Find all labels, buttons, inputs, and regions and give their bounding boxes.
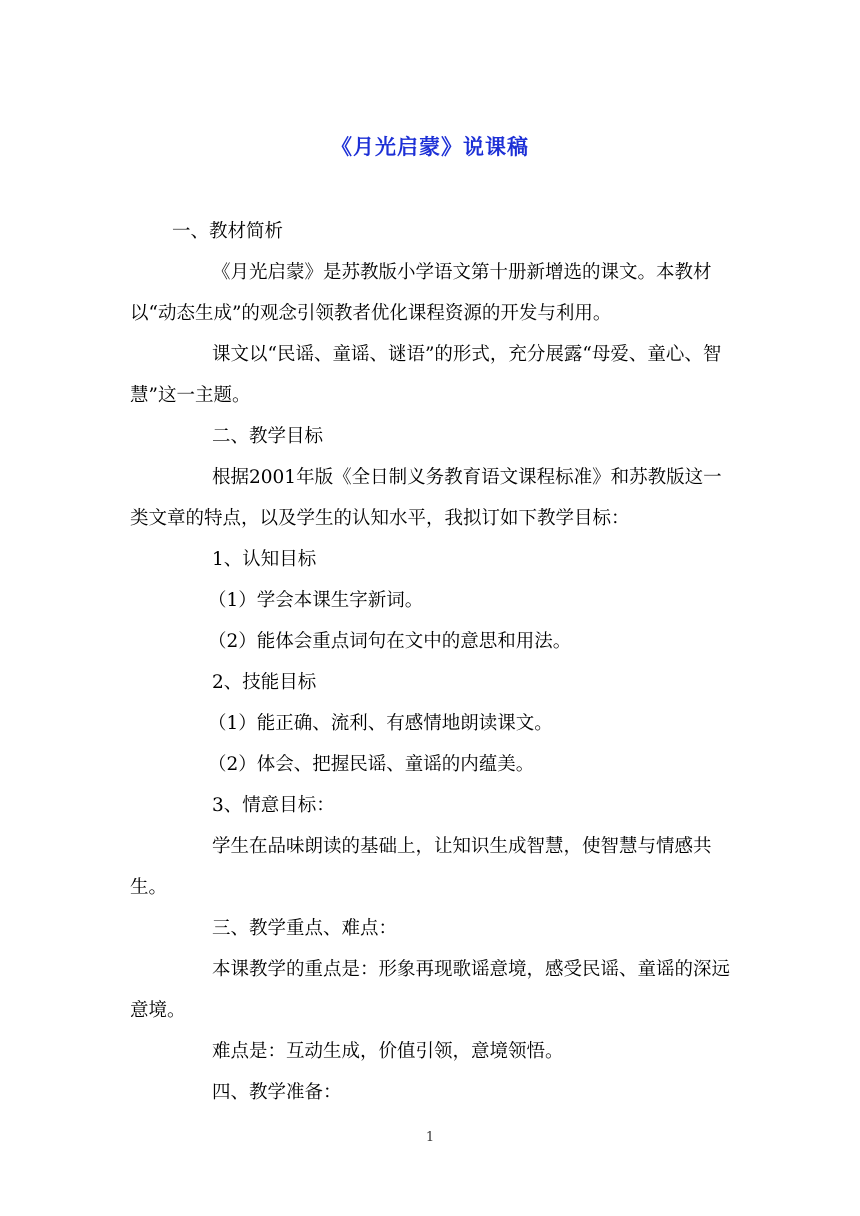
- list-item-skill-2: （2）体会、把握民谣、童谣的内蕴美。: [208, 754, 535, 775]
- page-number: 1: [425, 1130, 435, 1145]
- paragraph-goals-basis: 根据2001年版《全日制义务教育语文课程标准》和苏教版这一类文章的特点，以及学生的认知水平，我拟订如下教学目标：: [130, 467, 722, 529]
- section-heading-preparation: 四、教学准备：: [212, 1082, 342, 1103]
- paragraph-key-point: 本课教学的重点是：形象再现歌谣意境，感受民谣、童谣的深远意境。: [130, 959, 731, 1021]
- section-heading-teaching-goals: 二、教学目标: [212, 426, 324, 447]
- list-item-skill-1: （1）能正确、流利、有感情地朗读课文。: [208, 713, 553, 734]
- list-item-cognitive-1: （1）学会本课生字新词。: [208, 590, 424, 611]
- subheading-cognitive-goals: 1、认知目标: [212, 549, 317, 570]
- paragraph-difficult-point: 难点是：互动生成，价值引领，意境领悟。: [212, 1041, 564, 1062]
- document-body: [130, 211, 734, 1113]
- page-title: 《月光启蒙》说课稿: [331, 134, 529, 159]
- list-item-cognitive-2: （2）能体会重点词句在文中的意思和用法。: [208, 631, 572, 652]
- subheading-skill-goals: 2、技能目标: [212, 672, 317, 693]
- paragraph-textbook-intro: 《月光启蒙》是苏教版小学语文第十册新增选的课文。本教材以“动态生成”的观念引领教者优化课程资源的开发与利用。: [130, 262, 712, 324]
- paragraph-affective-goals: 学生在品味朗读的基础上，让知识生成智慧，使智慧与情感共生。: [130, 836, 712, 898]
- subheading-affective-goals: 3、情意目标：: [212, 795, 335, 816]
- section-heading-key-points: 三、教学重点、难点：: [212, 918, 398, 939]
- paragraph-theme: 课文以“民谣、童谣、谜语”的形式，充分展露“母爱、童心、智慧”这一主题。: [130, 344, 722, 406]
- section-heading-textbook-analysis: 一、教材简析: [172, 221, 284, 242]
